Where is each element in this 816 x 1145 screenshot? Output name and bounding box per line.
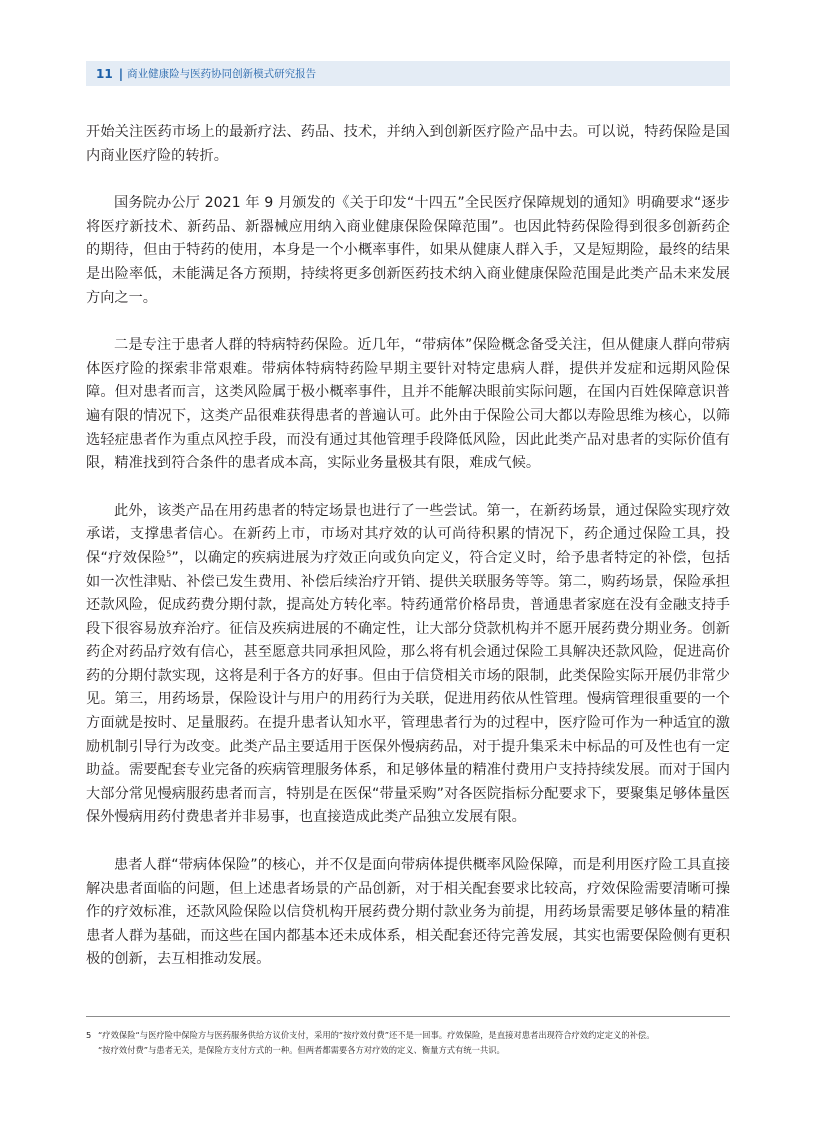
- paragraph-1: 开始关注医药市场上的最新疗法、药品、技术，并纳入到创新医疗险产品中去。可以说，特药保险是国内商业医疗险的转折。: [86, 124, 730, 164]
- report-title: 商业健康险与医药协同创新模式研究报告: [127, 68, 317, 80]
- header-separator: |: [118, 66, 124, 81]
- paragraph-5: 患者人群“带病体保险”的核心，并不仅是面向带病体提供概率风险保障，而是利用医疗险工具直接解决患者面临的问题，但上述患者场景的产品创新，对于相关配套要求比较高，疗效保险需要清晰可操作的疗效标准，还款风险保险以信贷机构开展药费分期付款业务为前提，用药场景需要足够体量的精准患者人群为基础，而这些在国内都基本还未成体系，相关配套还待完善发展，其实也需要保险侧有更积极的创新，去互相推动发展。: [86, 857, 730, 968]
- footnote-line-1: [86, 1028, 736, 1043]
- footnote-divider: [86, 1016, 730, 1017]
- paragraph-2: 国务院办公厅 2021 年 9 月颁发的《关于印发“十四五”全民医疗保障规划的通知》明确要求“逐步将医疗新技术、新药品、新器械应用纳入商业健康保险保障范围”。也因此特药保险得到很多创新药企的期待，但由于特药的使用，本身是一个小概率事件，如果从健康人群入手，又是短期险，最终的结果是出险率低，未能满足各方预期，持续将更多创新医药技术纳入商业健康保险范围是此类产品未来发展方向之一。: [86, 195, 730, 306]
- footnote: [86, 1028, 736, 1058]
- paragraph-4-part-a: 此外，该类产品在用药患者的特定场景也进行了一些尝试。第一，在新药场景，通过保险实现疗效承诺，支撑患者信心。在新药上市，市场对其疗效的认可尚待积累的情况下，药企通过保险工具，投保“疗效保险: [86, 502, 730, 566]
- footnote-text-1: “疗效保险“与医疗险中保险方与医药服务供给方议价支付，采用的“按疗效付费”还不是一回事。疗效保险，是直接对患者出现符合疗效约定定义的补偿。: [98, 1030, 655, 1040]
- paragraph-4-part-b: ”，以确定的疾病进展为疗效正向或负向定义，符合定义时，给予患者特定的补偿，包括如一次性津贴、补偿已发生费用、补偿后续治疗开销、提供关联服务等等。第二，购药场景，保险承担还款风险，促成药费分期付款，提高处方转化率。特药通常价格昂贵，普通患者家庭在没有金融支持手段下很容易放弃治疗。征信及疾病进展的不确定性，让大部分贷款机构并不愿开展药费分期业务。创新药企对药品疗效有信心，甚至愿意共同承担风险，那么将有机会通过保险工具解决还款风险，促进高价药的分期付款实现，这将是利于各方的好事。但由于信贷相关市场的限制，此类保险实际开展仍非常少见。第三，用药场景，保险设计与用户的用药行为关联，促进用药依从性管理。慢病管理很重要的一个方面就是按时、足量服药。在提升患者认知水平，管理患者行为的过程中，医疗险可作为一种适宜的激励机制引导行为改变。此类产品主要适用于医保外慢病药品，对于提升集采未中标品的可及性也有一定助益。需要配套专业完备的疾病管理服务体系，和足够体量的精准付费用户支持持续发展。而对于国内大部分常见慢病服药患者而言，特别是在医保“带量采购”对各医院指标分配要求下，要聚集足够体量医保外慢病用药付费患者并非易事，也直接造成此类产品独立发展有限。: [86, 549, 730, 826]
- page-number: 11: [96, 66, 113, 81]
- paragraph-3: 二是专注于患者人群的特病特药保险。近几年，“带病体”保险概念备受关注，但从健康人群向带病体医疗险的探索非常艰难。带病体特病特药险早期主要针对特定患病人群，提供并发症和远期风险保障。但对患者而言，这类风险属于极小概率事件，且并不能解决眼前实际问题，在国内百姓保障意识普遍有限的情况下，这类产品很难获得患者的普遍认可。此外由于保险公司大都以寿险思维为核心，以筛选轻症患者作为重点风控手段，而没有通过其他管理手段降低风险，因此此类产品对患者的实际价值有限，精准找到符合条件的患者成本高，实际业务量极其有限，难成气候。: [86, 337, 730, 472]
- running-header: [86, 61, 730, 86]
- footnote-reference[interactable]: 5: [166, 549, 172, 559]
- body-text: [86, 121, 730, 996]
- paragraph-4: [86, 500, 730, 830]
- footnote-line-2: “按疗效付费”与患者无关，是保险方支付方式的一种。但两者都需要各方对疗效的定义、衡量方式有统一共识。: [98, 1045, 505, 1055]
- footnote-number: 5: [86, 1030, 92, 1040]
